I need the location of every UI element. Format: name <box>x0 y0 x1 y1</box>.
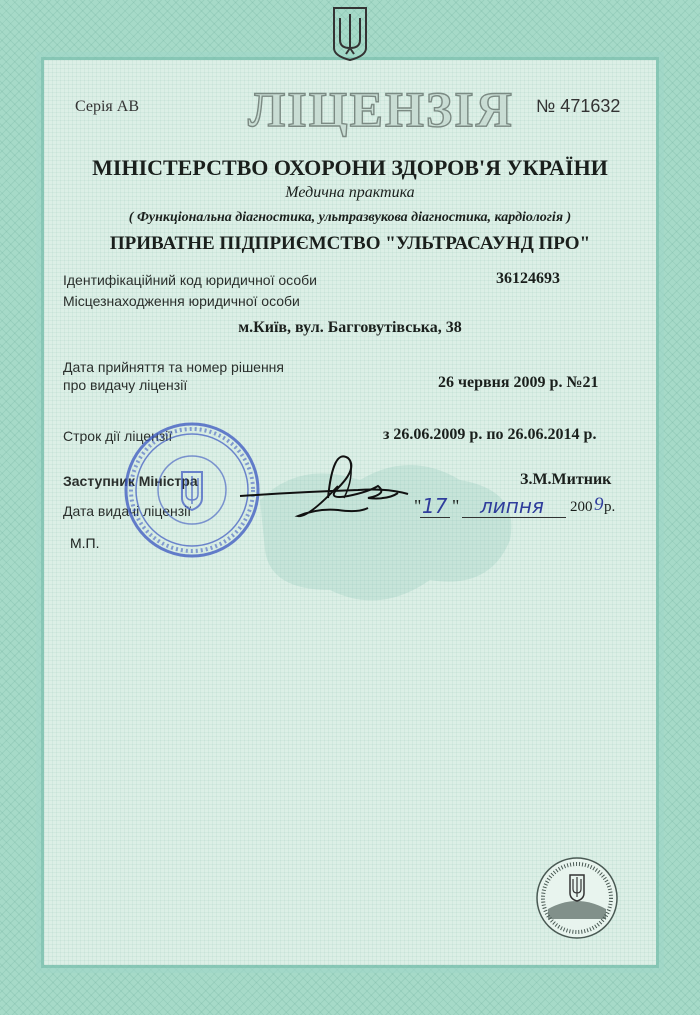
license-number: № 471632 <box>536 96 621 116</box>
trident-icon <box>330 4 370 62</box>
decision-value: 26 червня 2009 р. №21 <box>438 374 599 391</box>
issue-day: 17 <box>422 494 448 518</box>
id-code-label: Ідентифікаційний код юридичної особи <box>63 272 317 288</box>
issue-quote-open: " <box>414 496 422 516</box>
issue-year-prefix: 200 <box>570 499 593 515</box>
issue-quote-close: " <box>452 496 460 516</box>
issue-date-label: Дата видачі ліцензії <box>63 503 192 519</box>
company-name: ПРИВАТНЕ ПІДПРИЄМСТВО "УЛЬТРАСАУНД ПРО" <box>109 233 591 254</box>
month-underline <box>462 517 566 518</box>
deputy-minister-name: З.М.Митник <box>520 471 612 488</box>
activities-list: ( Функціональна діагностика, ультразвукова діагностика, кардіологія ) <box>128 210 572 225</box>
license-title: ЛІЦЕНЗІЯ <box>248 81 514 137</box>
deputy-minister-label: Заступник Міністра <box>63 473 198 489</box>
term-value: з 26.06.2009 р. по 26.06.2014 р. <box>383 426 597 443</box>
term-label: Строк дії ліцензії <box>63 428 173 444</box>
issue-month: липня <box>480 494 544 518</box>
issue-year-suffix: р. <box>604 499 616 515</box>
id-code-value: 36124693 <box>496 270 560 287</box>
decision-label-line2: про видачу ліцензії <box>63 377 188 393</box>
series-label: Серія АВ <box>75 98 139 115</box>
address-label: Місцезнаходження юридичної особи <box>63 293 300 309</box>
address-value: м.Київ, вул. Багговутівська, 38 <box>238 319 462 336</box>
signature <box>238 438 428 548</box>
decision-label-line1: Дата прийняття та номер рішення <box>63 359 284 375</box>
emblem-icon <box>534 855 620 941</box>
issue-year-digit: 9 <box>594 494 604 515</box>
practice-type: Медична практика <box>285 184 415 201</box>
seal-place-label: М.П. <box>70 535 100 551</box>
ministry-name: МІНІСТЕРСТВО ОХОРОНИ ЗДОРОВ'Я УКРАЇНИ <box>92 155 608 180</box>
